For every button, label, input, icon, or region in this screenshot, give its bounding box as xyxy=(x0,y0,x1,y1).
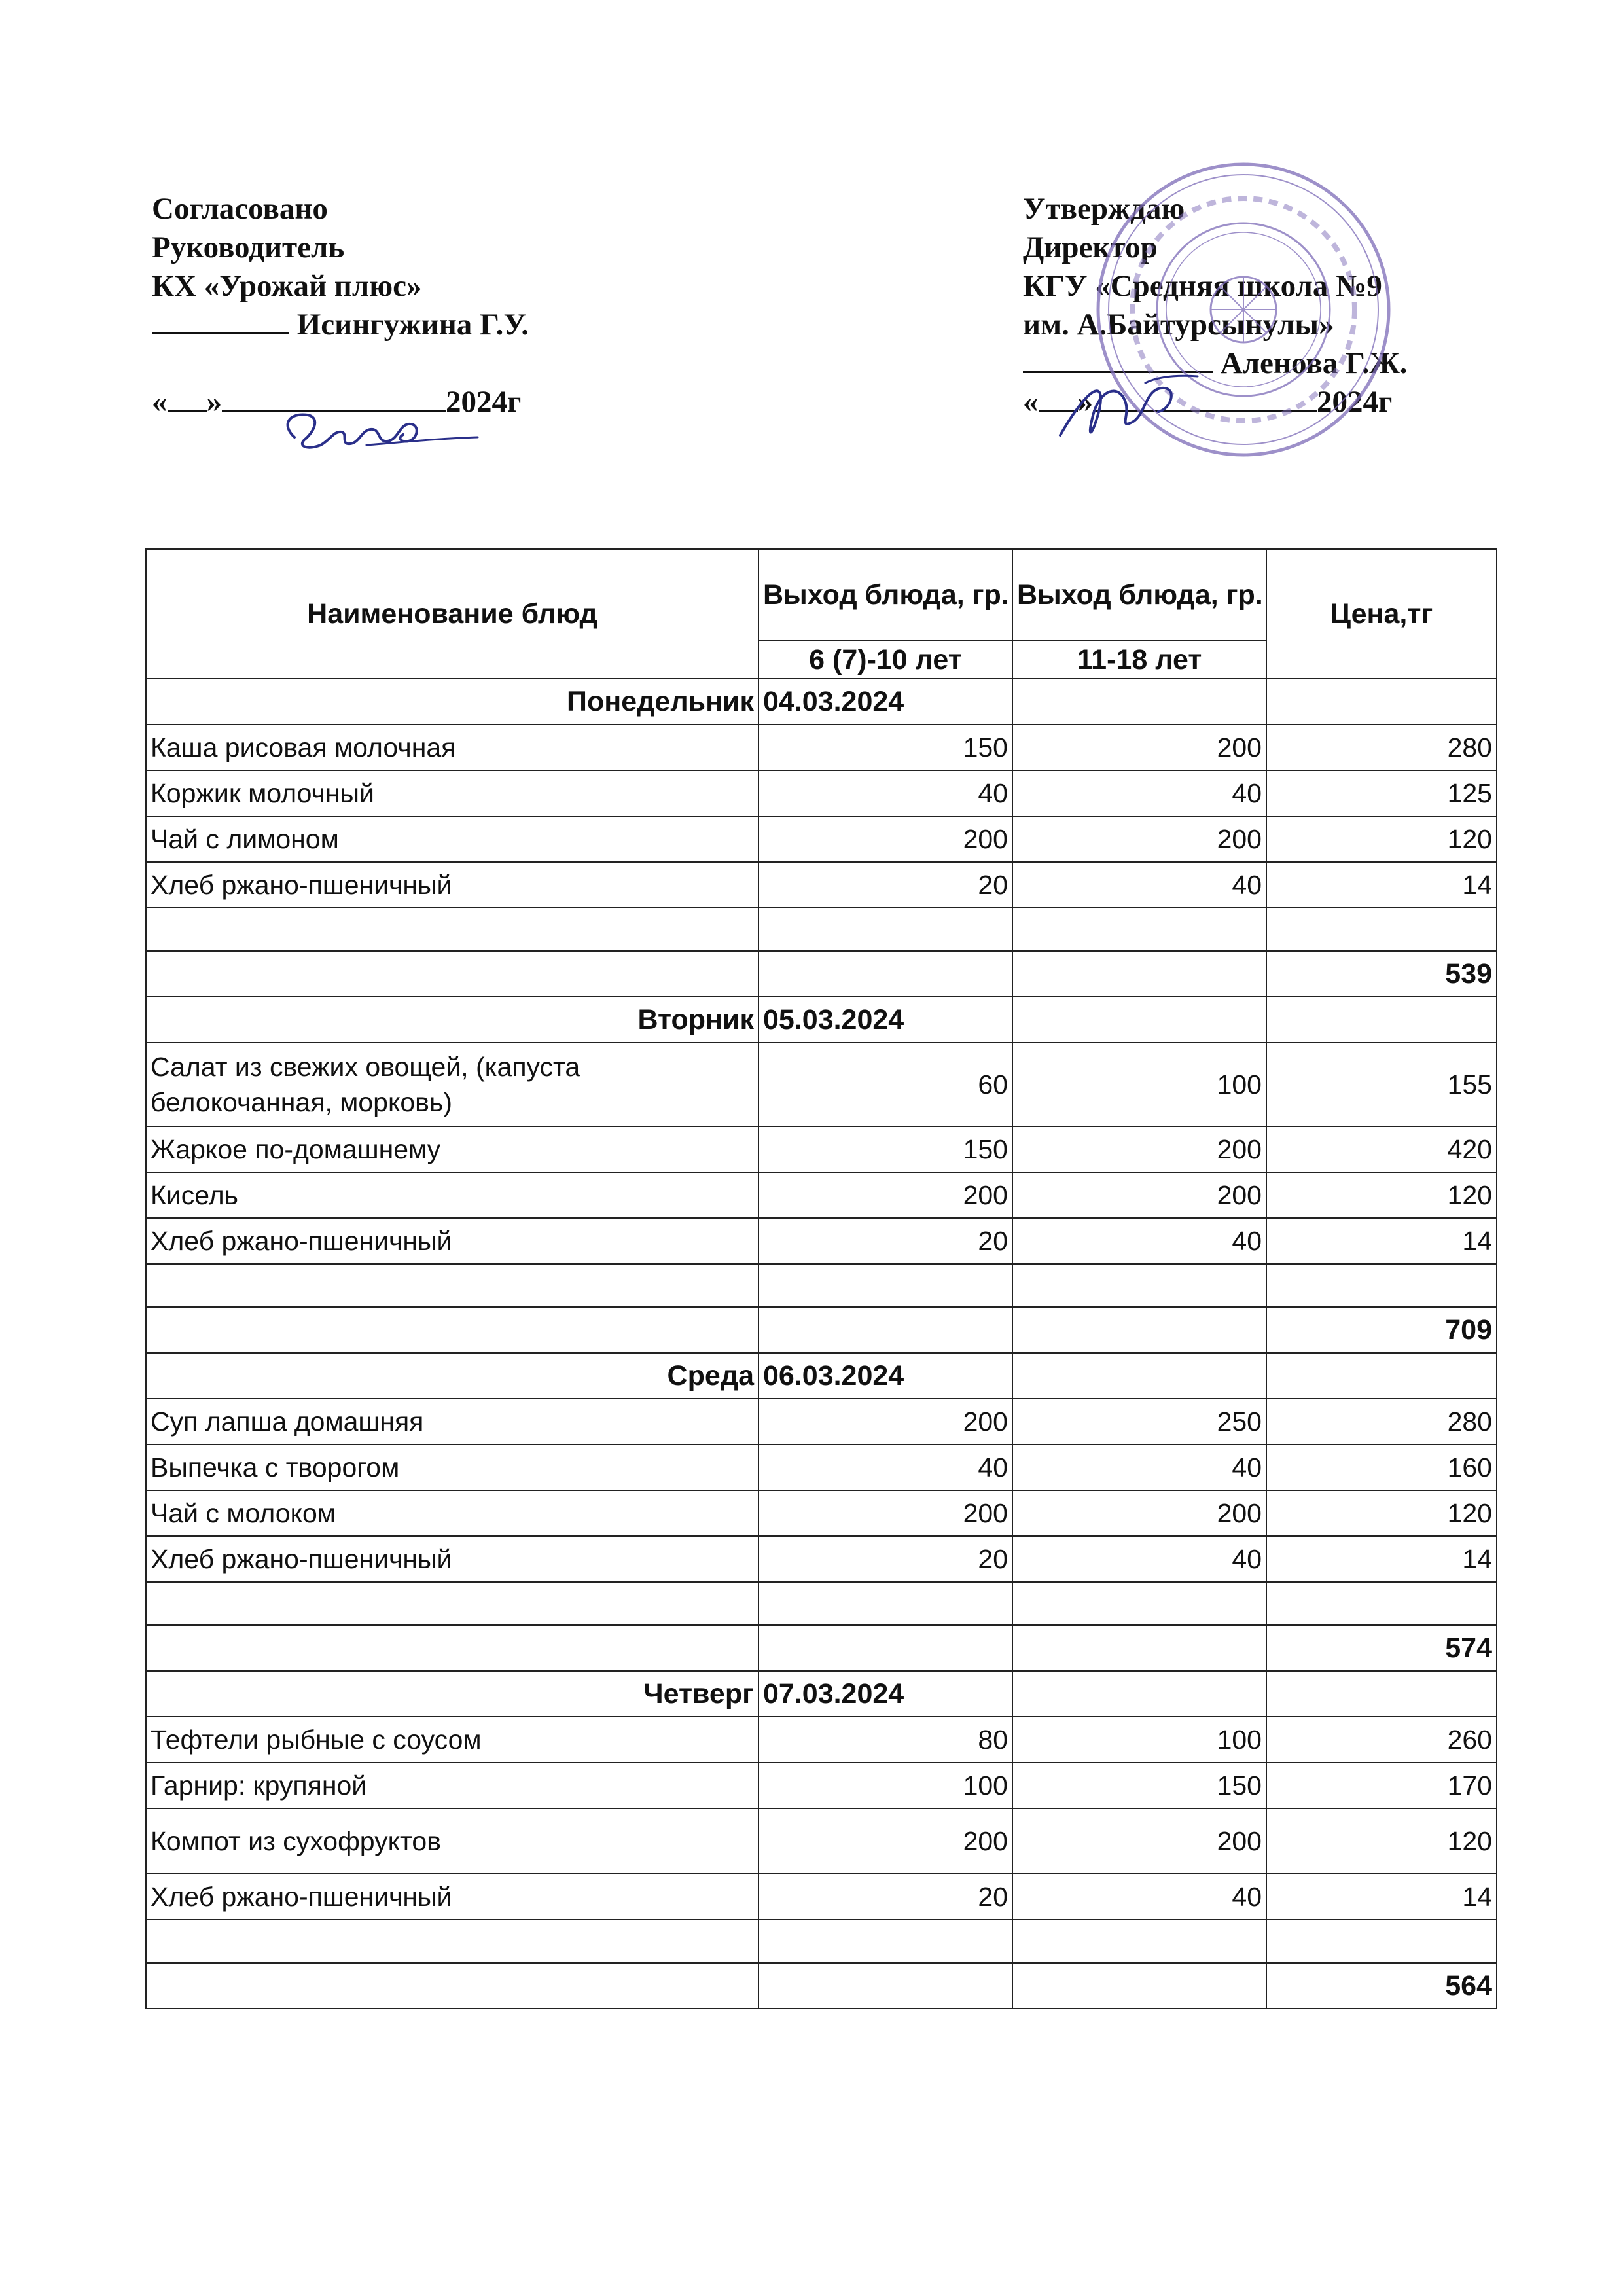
header-age-2: 11-18 лет xyxy=(1012,641,1266,679)
price: 14 xyxy=(1266,1536,1497,1582)
blank-row xyxy=(146,1264,1497,1307)
header-dish-name: Наименование блюд xyxy=(146,549,758,679)
approved-label: Согласовано xyxy=(152,192,328,226)
approval-block-right xyxy=(1023,190,1533,422)
day-total: 539 xyxy=(1266,951,1497,997)
day-date: 07.03.2024 xyxy=(758,1671,1012,1717)
yield-young: 150 xyxy=(758,725,1012,770)
yield-older: 200 xyxy=(1012,816,1266,862)
price: 120 xyxy=(1266,1172,1497,1218)
yield-young: 200 xyxy=(758,1490,1012,1536)
price: 260 xyxy=(1266,1717,1497,1763)
yield-young: 200 xyxy=(758,1808,1012,1874)
day-total: 574 xyxy=(1266,1625,1497,1671)
yield-young: 20 xyxy=(758,1874,1012,1920)
header-age-1: 6 (7)-10 лет xyxy=(758,641,1012,679)
price: 280 xyxy=(1266,1399,1497,1444)
price: 155 xyxy=(1266,1043,1497,1126)
yield-older: 200 xyxy=(1012,1172,1266,1218)
dish-name: Тефтели рыбные с соусом xyxy=(146,1717,758,1763)
yield-older: 200 xyxy=(1012,725,1266,770)
date-underline xyxy=(1093,385,1317,412)
yield-older: 200 xyxy=(1012,1490,1266,1536)
price: 420 xyxy=(1266,1126,1497,1172)
signer-line xyxy=(152,306,623,344)
blank-row xyxy=(146,1920,1497,1963)
yield-young: 80 xyxy=(758,1717,1012,1763)
table-row xyxy=(146,1218,1497,1264)
yield-young: 40 xyxy=(758,1444,1012,1490)
yield-young: 150 xyxy=(758,1126,1012,1172)
signature-underline xyxy=(1023,346,1213,373)
blank-row xyxy=(146,908,1497,951)
date-line-right: « » 2024г xyxy=(1023,385,1393,419)
table-row xyxy=(146,1717,1497,1763)
year: 2024г xyxy=(446,385,522,419)
header-yield-2: Выход блюда, гр. xyxy=(1012,549,1266,641)
table-row xyxy=(146,1490,1497,1536)
signature-underline xyxy=(152,308,289,334)
dish-name: Суп лапша домашняя xyxy=(146,1399,758,1444)
dish-name: Выпечка с творогом xyxy=(146,1444,758,1490)
yield-older: 100 xyxy=(1012,1043,1266,1126)
table-row xyxy=(146,770,1497,816)
price: 120 xyxy=(1266,816,1497,862)
yield-young: 20 xyxy=(758,862,1012,908)
menu-table xyxy=(145,548,1497,2009)
yield-young: 20 xyxy=(758,1218,1012,1264)
yield-older: 250 xyxy=(1012,1399,1266,1444)
dish-name: Салат из свежих овощей, (капуста белокочанная, морковь) xyxy=(146,1043,758,1126)
price: 280 xyxy=(1266,725,1497,770)
day-name: Среда xyxy=(146,1353,758,1399)
dish-name: Хлеб ржано-пшеничный xyxy=(146,862,758,908)
director-signer-line xyxy=(1023,344,1533,383)
yield-young: 60 xyxy=(758,1043,1012,1126)
day-name: Понедельник xyxy=(146,679,758,725)
price: 14 xyxy=(1266,1218,1497,1264)
price: 14 xyxy=(1266,1874,1497,1920)
table-row xyxy=(146,1536,1497,1582)
yield-young: 100 xyxy=(758,1763,1012,1808)
approval-block-left xyxy=(152,190,623,422)
table-row xyxy=(146,1172,1497,1218)
day-name: Четверг xyxy=(146,1671,758,1717)
day-row xyxy=(146,1671,1497,1717)
table-row xyxy=(146,1874,1497,1920)
total-row xyxy=(146,951,1497,997)
yield-older: 40 xyxy=(1012,770,1266,816)
date-underline xyxy=(222,385,446,412)
day-total: 564 xyxy=(1266,1963,1497,2009)
header-price: Цена,тг xyxy=(1266,549,1497,679)
day-name: Вторник xyxy=(146,997,758,1043)
table-row xyxy=(146,1763,1497,1808)
price: 120 xyxy=(1266,1808,1497,1874)
day-row xyxy=(146,997,1497,1043)
approve-label: Утверждаю xyxy=(1023,192,1185,226)
yield-young: 20 xyxy=(758,1536,1012,1582)
yield-older: 40 xyxy=(1012,1444,1266,1490)
blank-row xyxy=(146,1582,1497,1625)
yield-older: 200 xyxy=(1012,1808,1266,1874)
day-total: 709 xyxy=(1266,1307,1497,1353)
table-row xyxy=(146,816,1497,862)
yield-older: 40 xyxy=(1012,1536,1266,1582)
table-row xyxy=(146,725,1497,770)
dish-name: Чай с молоком xyxy=(146,1490,758,1536)
dish-name: Компот из сухофруктов xyxy=(146,1808,758,1874)
school-name: КГУ «Средняя школа №9 xyxy=(1023,269,1382,303)
dish-name: Каша рисовая молочная xyxy=(146,725,758,770)
day-row xyxy=(146,1353,1497,1399)
director-position: Директор xyxy=(1023,230,1158,264)
day-row xyxy=(146,679,1497,725)
day-date: 05.03.2024 xyxy=(758,997,1012,1043)
table-row xyxy=(146,1444,1497,1490)
organization-name: КХ «Урожай плюс» xyxy=(152,269,422,303)
price: 14 xyxy=(1266,862,1497,908)
dish-name: Хлеб ржано-пшеничный xyxy=(146,1874,758,1920)
price: 125 xyxy=(1266,770,1497,816)
price: 120 xyxy=(1266,1490,1497,1536)
school-name-line2: им. А.Байтурсынулы» xyxy=(1023,308,1334,342)
table-row xyxy=(146,1126,1497,1172)
yield-young: 200 xyxy=(758,1172,1012,1218)
yield-older: 40 xyxy=(1012,1874,1266,1920)
day-date: 04.03.2024 xyxy=(758,679,1012,725)
dish-name: Чай с лимоном xyxy=(146,816,758,862)
price: 170 xyxy=(1266,1763,1497,1808)
head-position: Руководитель xyxy=(152,230,345,264)
dish-name: Гарнир: крупяной xyxy=(146,1763,758,1808)
dish-name: Кисель xyxy=(146,1172,758,1218)
table-row xyxy=(146,1399,1497,1444)
yield-older: 150 xyxy=(1012,1763,1266,1808)
year: 2024г xyxy=(1317,385,1393,419)
yield-older: 200 xyxy=(1012,1126,1266,1172)
table-row xyxy=(146,1043,1497,1126)
dish-name: Жаркое по-домашнему xyxy=(146,1126,758,1172)
total-row xyxy=(146,1625,1497,1671)
yield-older: 40 xyxy=(1012,862,1266,908)
dish-name: Коржик молочный xyxy=(146,770,758,816)
dish-name: Хлеб ржано-пшеничный xyxy=(146,1218,758,1264)
yield-young: 40 xyxy=(758,770,1012,816)
table-row xyxy=(146,1808,1497,1874)
price: 160 xyxy=(1266,1444,1497,1490)
yield-older: 40 xyxy=(1012,1218,1266,1264)
table-row xyxy=(146,862,1497,908)
header-yield-1: Выход блюда, гр. xyxy=(758,549,1012,641)
yield-young: 200 xyxy=(758,1399,1012,1444)
total-row xyxy=(146,1307,1497,1353)
yield-older: 100 xyxy=(1012,1717,1266,1763)
date-line: « » 2024г xyxy=(152,385,522,419)
day-date: 06.03.2024 xyxy=(758,1353,1012,1399)
signer-name: Исингужина Г.У. xyxy=(296,308,529,342)
director-name: Аленова Г.Ж. xyxy=(1220,346,1408,380)
total-row xyxy=(146,1963,1497,2009)
yield-young: 200 xyxy=(758,816,1012,862)
dish-name: Хлеб ржано-пшеничный xyxy=(146,1536,758,1582)
